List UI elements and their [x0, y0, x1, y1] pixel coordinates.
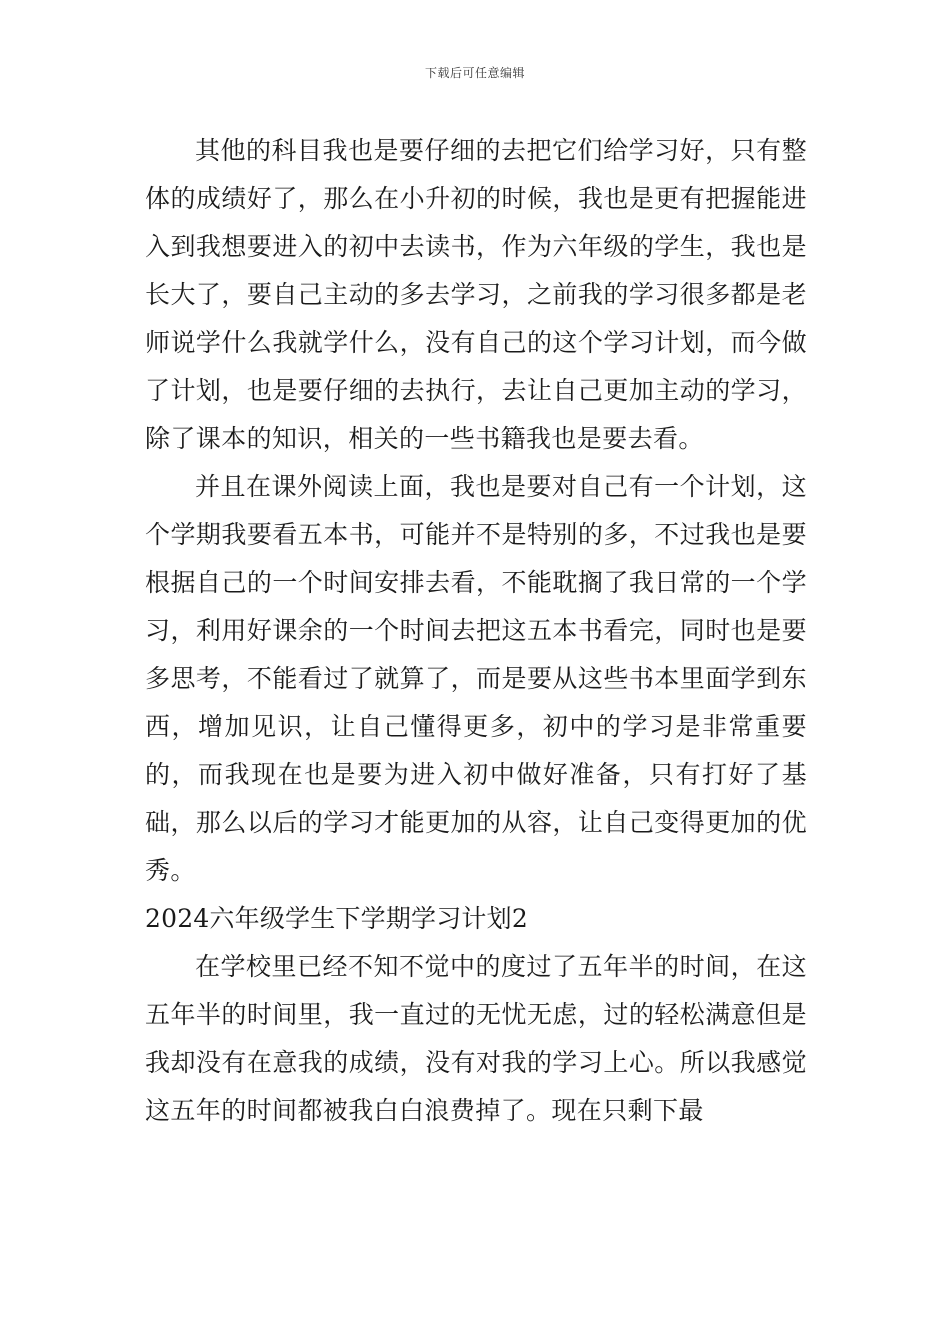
- paragraph-2: 并且在课外阅读上面，我也是要对自己有一个计划，这个学期我要看五本书，可能并不是特别的多，不过我也是要根据自己的一个时间安排去看，不能耽搁了我日常的一个学习，利用好课余的一个时间去把这五本书看完，同时也是要多思考，不能看过了就算了，而是要从这些书本里面学到东西，增加见识，让自己懂得更多，初中的学习是非常重要的，而我现在也是要为进入初中做好准备，只有打好了基础，那么以后的学习才能更加的从容，让自己变得更加的优秀。: [145, 472, 807, 885]
- paragraph-3: 在学校里已经不知不觉中的度过了五年半的时间，在这五年半的时间里，我一直过的无忧无虑，过的轻松满意但是我却没有在意我的成绩，没有对我的学习上心。所以我感觉这五年的时间都被我白白浪费掉了。现在只剩下最: [145, 952, 807, 1125]
- paragraph-1: 其他的科目我也是要仔细的去把它们给学习好，只有整体的成绩好了，那么在小升初的时候，我也是更有把握能进入到我想要进入的初中去读书，作为六年级的学生，我也是长大了，要自己主动的多去学习，之前我的学习很多都是老师说学什么我就学什么，没有自己的这个学习计划，而今做了计划，也是要仔细的去执行，去让自己更加主动的学习，除了课本的知识，相关的一些书籍我也是要去看。: [145, 136, 807, 453]
- section-heading: 2024六年级学生下学期学习计划2: [145, 904, 528, 933]
- document-body: [145, 127, 807, 1135]
- page-header: 下载后可任意编辑: [424, 66, 525, 80]
